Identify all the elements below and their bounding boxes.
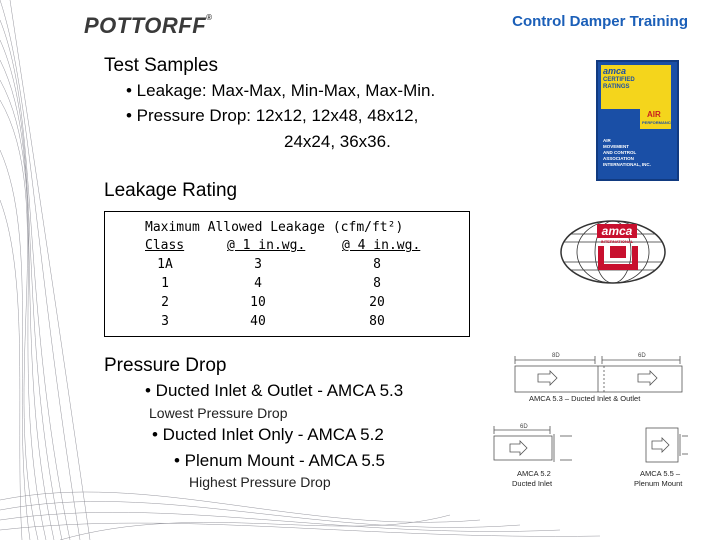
leakage-table [104, 211, 470, 337]
table-cell-4inwg: 8 [373, 257, 381, 272]
d53-caption: AMCA 5.3 – Ducted Inlet & Outlet [529, 394, 641, 403]
ducted-inlet-outlet-bullet: • Ducted Inlet & Outlet - AMCA 5.3 [145, 381, 404, 400]
cert-air-text: AIR [647, 110, 661, 119]
pressure-drop-bullet: • Pressure Drop: 12x12, 12x48, 48x12, [126, 106, 419, 125]
cert-ratings-text: CERTIFIED RATINGS [603, 77, 635, 90]
lowest-pressure-drop-note: Lowest Pressure Drop [149, 405, 288, 421]
amca-5-2-diagram [490, 418, 580, 468]
table-cell-4inwg: 80 [369, 314, 385, 329]
table-cell-class: 1 [161, 276, 169, 291]
table-header-class: Class [145, 238, 185, 253]
table-cell-class: 1A [157, 257, 173, 272]
table-cell-4inwg: 20 [369, 295, 385, 310]
amca-international-logo [558, 216, 668, 286]
intl-logo-sub: INTERNATIONAL [600, 239, 634, 244]
leakage-bullet: • Leakage: Max-Max, Min-Max, Max-Min. [126, 81, 436, 100]
table-header-4inwg: @ 4 in.wg. [342, 238, 421, 253]
amca-certified-ratings-seal [596, 60, 679, 181]
table-title: Maximum Allowed Leakage (cfm/ft²) [145, 220, 404, 235]
table-cell-class: 2 [161, 295, 169, 310]
d52-caption-2: Ducted Inlet [512, 479, 553, 488]
table-cell-class: 3 [161, 314, 169, 329]
table-cell-1inwg: 3 [254, 257, 262, 272]
plenum-mount-bullet: • Plenum Mount - AMCA 5.5 [174, 451, 385, 470]
table-cell-1inwg: 4 [254, 276, 262, 291]
d55-caption-2: Plenum Mount [634, 479, 683, 488]
pressure-drop-bullet-continued: 24x24, 36x36. [284, 132, 391, 151]
d52-dim: 6D [520, 424, 528, 430]
table-cell-1inwg: 10 [250, 295, 266, 310]
table-cell-4inwg: 8 [373, 276, 381, 291]
cert-performance-text: PERFORMANCE [642, 120, 674, 125]
d55-caption-1: AMCA 5.5 – [640, 469, 681, 478]
ducted-inlet-only-bullet: • Ducted Inlet Only - AMCA 5.2 [152, 425, 384, 444]
d52-caption-1: AMCA 5.2 [517, 469, 551, 478]
header-title: Control Damper Training [512, 13, 688, 30]
d53-right-dim: 6D [638, 353, 646, 359]
cert-association-text: AIR MOVEMENT AND CONTROL ASSOCIATION INTERNATIONAL, INC. [603, 138, 651, 167]
cert-amca-text: amca [603, 66, 627, 76]
highest-pressure-drop-note: Highest Pressure Drop [189, 474, 331, 490]
intl-logo-text: amca [601, 224, 633, 238]
leakage-rating-heading: Leakage Rating [104, 180, 238, 201]
pressure-drop-heading: Pressure Drop [104, 355, 227, 376]
d53-left-dim: 8D [552, 353, 560, 359]
brand-logo: POTTORFF® [84, 13, 213, 38]
test-samples-heading: Test Samples [104, 55, 219, 76]
table-header-1inwg: @ 1 in.wg. [227, 238, 306, 253]
amca-5-5-diagram [640, 420, 690, 468]
table-cell-1inwg: 40 [250, 314, 266, 329]
